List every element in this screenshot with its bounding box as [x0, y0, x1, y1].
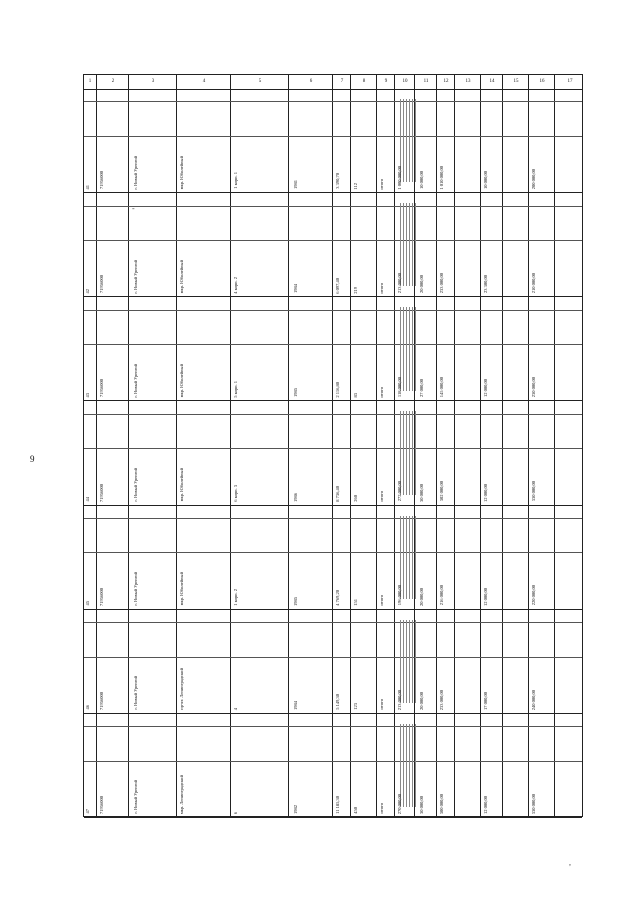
- sub-row-divider: [84, 136, 582, 137]
- cell-sum1: 213 000,00: [397, 273, 402, 294]
- column-divider: [480, 89, 481, 192]
- cell-s4: 330 000,00: [531, 481, 536, 502]
- cell-year: 1986: [293, 492, 298, 502]
- cell-area: 5 149,30: [335, 694, 340, 710]
- column-divider: [96, 297, 97, 400]
- column-divider: [502, 714, 503, 817]
- column-divider: [554, 297, 555, 400]
- column-divider: [350, 89, 351, 192]
- column-divider: [454, 506, 455, 609]
- column-divider: [230, 714, 231, 817]
- cell-work: итого: [379, 386, 384, 398]
- column-divider: [376, 297, 377, 400]
- cell-sum1: 213 000,00: [397, 689, 402, 710]
- sub-row-divider: [84, 344, 582, 345]
- cell-year: 1981: [293, 180, 298, 190]
- column-divider: [96, 610, 97, 713]
- cell-total: 1 010 000,00: [439, 165, 444, 190]
- column-divider: [528, 714, 529, 817]
- cell-year: 1984: [293, 700, 298, 710]
- header-cell: 6: [288, 75, 333, 89]
- column-divider: [332, 89, 333, 192]
- cell-no: 47: [85, 809, 90, 814]
- cell-sum1: 270 000,00: [397, 793, 402, 814]
- column-divider: [230, 297, 231, 400]
- column-divider: [436, 297, 437, 400]
- column-divider: [96, 506, 97, 609]
- column-divider: [502, 401, 503, 504]
- cell-code: 71956000: [99, 691, 104, 710]
- sub-row-divider: [84, 101, 582, 102]
- cell-no: 46: [85, 705, 90, 710]
- cell-s4: 240 000,00: [531, 689, 536, 710]
- cell-work: итого: [379, 491, 384, 502]
- column-divider: [288, 89, 289, 192]
- sub-row-divider: [84, 657, 582, 658]
- cell-total: 233 000,00: [439, 273, 444, 294]
- column-divider: [96, 89, 97, 192]
- column-divider: [436, 506, 437, 609]
- cell-area: 2 116,80: [335, 381, 340, 398]
- cell-work: итого: [379, 803, 384, 814]
- cell-s4: 330 000,00: [531, 793, 536, 814]
- column-divider: [128, 89, 129, 192]
- header-cell: 11: [414, 75, 437, 89]
- header-cell: 14: [480, 75, 503, 89]
- column-divider: [332, 610, 333, 713]
- cell-work: итого: [379, 282, 384, 294]
- cell-s3: 12 000,00: [483, 483, 488, 502]
- column-divider: [128, 297, 129, 400]
- cell-total: 145 000,00: [439, 377, 444, 398]
- cell-year: 1985: [293, 388, 298, 398]
- header-cell: 10: [394, 75, 415, 89]
- column-divider: [454, 714, 455, 817]
- cell-code: 71956000: [99, 275, 104, 294]
- cell-code: 71956000: [99, 483, 104, 502]
- table-row: [84, 506, 582, 610]
- sub-row-divider: [84, 310, 582, 311]
- cell-year: 1982: [293, 804, 298, 814]
- column-divider: [350, 506, 351, 609]
- header-cell: 5: [230, 75, 289, 89]
- cell-no: 43: [85, 392, 90, 398]
- cell-sum2: 10 000,00: [419, 171, 424, 190]
- cell-place: г. Новый Уренгой: [133, 155, 138, 190]
- header-cell: 1: [88, 79, 92, 84]
- column-divider: [554, 401, 555, 504]
- cell-street: мкр. Юбилейный: [179, 572, 184, 606]
- table-row: [84, 610, 582, 714]
- cell-year: 1985: [293, 596, 298, 606]
- column-divider: [176, 610, 177, 713]
- sub-row-divider: [84, 552, 582, 553]
- cell-sum2: 20 000,00: [419, 587, 424, 606]
- column-divider: [480, 610, 481, 713]
- column-divider: [436, 610, 437, 713]
- column-divider: [480, 193, 481, 296]
- cell-house: 1 корп. 2: [233, 588, 238, 606]
- cell-sum1: 118 000,00: [397, 377, 402, 398]
- column-divider: [230, 401, 231, 504]
- column-divider: [436, 193, 437, 296]
- cell-s4: 230 000,00: [531, 377, 536, 398]
- column-divider: [332, 506, 333, 609]
- cell-area: 11 185,30: [335, 796, 340, 814]
- column-divider: [376, 89, 377, 192]
- cell-year: 1984: [293, 284, 298, 294]
- column-divider: [528, 610, 529, 713]
- header-cell: 16: [528, 75, 555, 89]
- cell-s4: 200 000,00: [531, 168, 536, 190]
- header-cell: 2: [96, 75, 129, 89]
- column-divider: [288, 401, 289, 504]
- column-divider: [394, 89, 395, 192]
- page-number: 9: [30, 454, 35, 464]
- column-divider: [176, 193, 177, 296]
- column-divider: [394, 193, 395, 296]
- sub-row-divider: [84, 622, 582, 623]
- column-divider: [528, 401, 529, 504]
- column-divider: [176, 714, 177, 817]
- cell-area: 8 736,40: [335, 485, 340, 502]
- cell-count: 112: [353, 182, 358, 190]
- cell-sum1: 272 000,00: [397, 481, 402, 502]
- cell-house: 4: [233, 707, 238, 710]
- column-divider: [128, 506, 129, 609]
- cell-work: итого: [379, 699, 384, 710]
- column-divider: [376, 506, 377, 609]
- column-divider: [350, 401, 351, 504]
- header-cell: 4: [176, 75, 231, 89]
- cell-house: 1 корп. 1: [233, 172, 238, 190]
- cell-count: 260: [353, 494, 358, 502]
- column-divider: [480, 297, 481, 400]
- cell-no: 42: [85, 288, 90, 294]
- column-divider: [394, 297, 395, 400]
- column-divider: [376, 193, 377, 296]
- table-row: [84, 297, 582, 401]
- cell-house: 5 корп. 1: [233, 380, 238, 398]
- cell-code: 71956000: [99, 795, 104, 814]
- cell-work: итого: [379, 178, 384, 190]
- sub-row-divider: [84, 414, 582, 415]
- sub-row-divider: [84, 726, 582, 727]
- cell-street: мкр. Ленинградский: [179, 774, 184, 814]
- cell-street: мкр. Юбилейный: [179, 155, 184, 190]
- cell-total: 302 000,00: [439, 481, 444, 502]
- column-divider: [394, 610, 395, 713]
- column-divider: [288, 610, 289, 713]
- cell-no: 41: [85, 184, 90, 190]
- column-divider: [554, 506, 555, 609]
- column-divider: [230, 89, 231, 192]
- cell-sum2: 30 000,00: [419, 795, 424, 814]
- column-divider: [554, 193, 555, 296]
- cell-sum2: 27 000,00: [419, 379, 424, 398]
- column-divider: [394, 714, 395, 817]
- header-cell: 8: [350, 75, 377, 89]
- column-divider: [288, 297, 289, 400]
- column-divider: [350, 193, 351, 296]
- cell-house: 6 корп. 3: [233, 484, 238, 502]
- cell-street: мкр. Юбилейный: [179, 468, 184, 502]
- column-divider: [454, 297, 455, 400]
- column-divider: [128, 193, 129, 296]
- column-divider: [288, 714, 289, 817]
- column-divider: [128, 401, 129, 504]
- cell-place: г. Новый Уренгой: [133, 780, 138, 814]
- cell-place: г. Новый Уренгой: [133, 363, 138, 398]
- column-divider: [128, 714, 129, 817]
- column-divider: [436, 89, 437, 192]
- column-divider: [332, 714, 333, 817]
- cell-s3: 17 000,00: [483, 691, 488, 710]
- table-row: [84, 714, 582, 818]
- column-divider: [436, 401, 437, 504]
- cell-total: 233 000,00: [439, 689, 444, 710]
- cell-street: мкр. Юбилейный: [179, 259, 184, 294]
- column-divider: [288, 506, 289, 609]
- scan-mark: -: [132, 204, 135, 213]
- data-table: [83, 74, 583, 817]
- column-divider: [480, 506, 481, 609]
- cell-street: пр-кт. Ленинградский: [179, 668, 184, 710]
- column-divider: [502, 610, 503, 713]
- column-divider: [96, 193, 97, 296]
- column-divider: [502, 89, 503, 192]
- cell-s3: 23 300,00: [483, 275, 488, 294]
- cell-s3: 12 000,00: [483, 795, 488, 814]
- table-row: [84, 89, 582, 193]
- cell-s3: 12 000,00: [483, 379, 488, 398]
- cell-work: итого: [379, 595, 384, 606]
- column-divider: [436, 714, 437, 817]
- table-row: [84, 401, 582, 505]
- column-divider: [502, 193, 503, 296]
- sub-row-divider: [84, 206, 582, 207]
- column-divider: [230, 193, 231, 296]
- header-cell: 17: [554, 75, 585, 89]
- cell-s4: 210 000,00: [531, 273, 536, 294]
- column-divider: [288, 193, 289, 296]
- cell-place: г. Новый Уренгой: [133, 676, 138, 710]
- column-divider: [350, 714, 351, 817]
- column-divider: [332, 401, 333, 504]
- sub-row-divider: [84, 240, 582, 241]
- cell-no: 44: [85, 497, 90, 502]
- column-divider: [528, 193, 529, 296]
- cell-total: 216 000,00: [439, 585, 444, 606]
- column-divider: [480, 401, 481, 504]
- cell-count: 450: [353, 807, 358, 814]
- table-row: [84, 193, 582, 297]
- column-divider: [394, 506, 395, 609]
- cell-s3: 10 000,00: [483, 171, 488, 190]
- cell-house: 6: [233, 811, 238, 814]
- column-divider: [176, 401, 177, 504]
- cell-place: г. Новый Уренгой: [133, 259, 138, 294]
- cell-sum2: 20 000,00: [419, 275, 424, 294]
- table-header: [84, 75, 582, 90]
- column-divider: [230, 506, 231, 609]
- cell-count: 219: [353, 286, 358, 294]
- cell-count: 123: [353, 703, 358, 710]
- cell-code: 71956000: [99, 171, 104, 190]
- cell-sum1: 1 000 000,00: [397, 165, 402, 190]
- column-divider: [376, 610, 377, 713]
- cell-place: г. Новый Уренгой: [133, 467, 138, 502]
- cell-s4: 220 000,00: [531, 585, 536, 606]
- cell-no: 45: [85, 601, 90, 606]
- cell-count: 83: [353, 392, 358, 398]
- column-divider: [554, 714, 555, 817]
- column-divider: [454, 89, 455, 192]
- cell-sum2: 20 000,00: [419, 691, 424, 710]
- column-divider: [230, 610, 231, 713]
- column-divider: [480, 714, 481, 817]
- header-cell: 15: [502, 75, 529, 89]
- cell-place: г. Новый Уренгой: [133, 572, 138, 606]
- cell-code: 71956000: [99, 587, 104, 606]
- column-divider: [96, 714, 97, 817]
- header-cell: 13: [454, 75, 481, 89]
- cell-s3: 12 000,00: [483, 587, 488, 606]
- sub-row-divider: [84, 448, 582, 449]
- header-cell: 12: [436, 75, 455, 89]
- header-cell: 9: [376, 75, 395, 89]
- column-divider: [528, 506, 529, 609]
- column-divider: [454, 401, 455, 504]
- column-divider: [376, 401, 377, 504]
- column-divider: [176, 506, 177, 609]
- header-cell: 7: [332, 75, 351, 89]
- column-divider: [176, 297, 177, 400]
- column-divider: [454, 610, 455, 713]
- column-divider: [96, 401, 97, 504]
- column-divider: [554, 610, 555, 713]
- column-divider: [502, 506, 503, 609]
- cell-area: 6 097,40: [335, 277, 340, 294]
- column-divider: [454, 193, 455, 296]
- column-divider: [528, 89, 529, 192]
- cell-house: 4 корп. 2: [233, 276, 238, 294]
- header-cell: 3: [128, 75, 177, 89]
- sub-row-divider: [84, 518, 582, 519]
- column-divider: [376, 714, 377, 817]
- cell-total: 300 000,00: [439, 793, 444, 814]
- column-divider: [502, 297, 503, 400]
- sub-row-divider: [84, 761, 582, 762]
- cell-street: мкр. Юбилейный: [179, 364, 184, 398]
- cell-count: 151: [353, 598, 358, 606]
- cell-area: 3 390,70: [335, 173, 340, 190]
- cell-sum1: 196 000,00: [397, 585, 402, 606]
- column-divider: [332, 297, 333, 400]
- scan-mark: ,: [569, 858, 571, 867]
- cell-area: 4 769,20: [335, 589, 340, 606]
- cell-code: 71956000: [99, 379, 104, 398]
- column-divider: [394, 401, 395, 504]
- cell-sum2: 30 000,00: [419, 483, 424, 502]
- column-divider: [332, 193, 333, 296]
- column-divider: [128, 610, 129, 713]
- column-divider: [176, 89, 177, 192]
- column-divider: [528, 297, 529, 400]
- column-divider: [554, 89, 555, 192]
- column-divider: [350, 297, 351, 400]
- column-divider: [350, 610, 351, 713]
